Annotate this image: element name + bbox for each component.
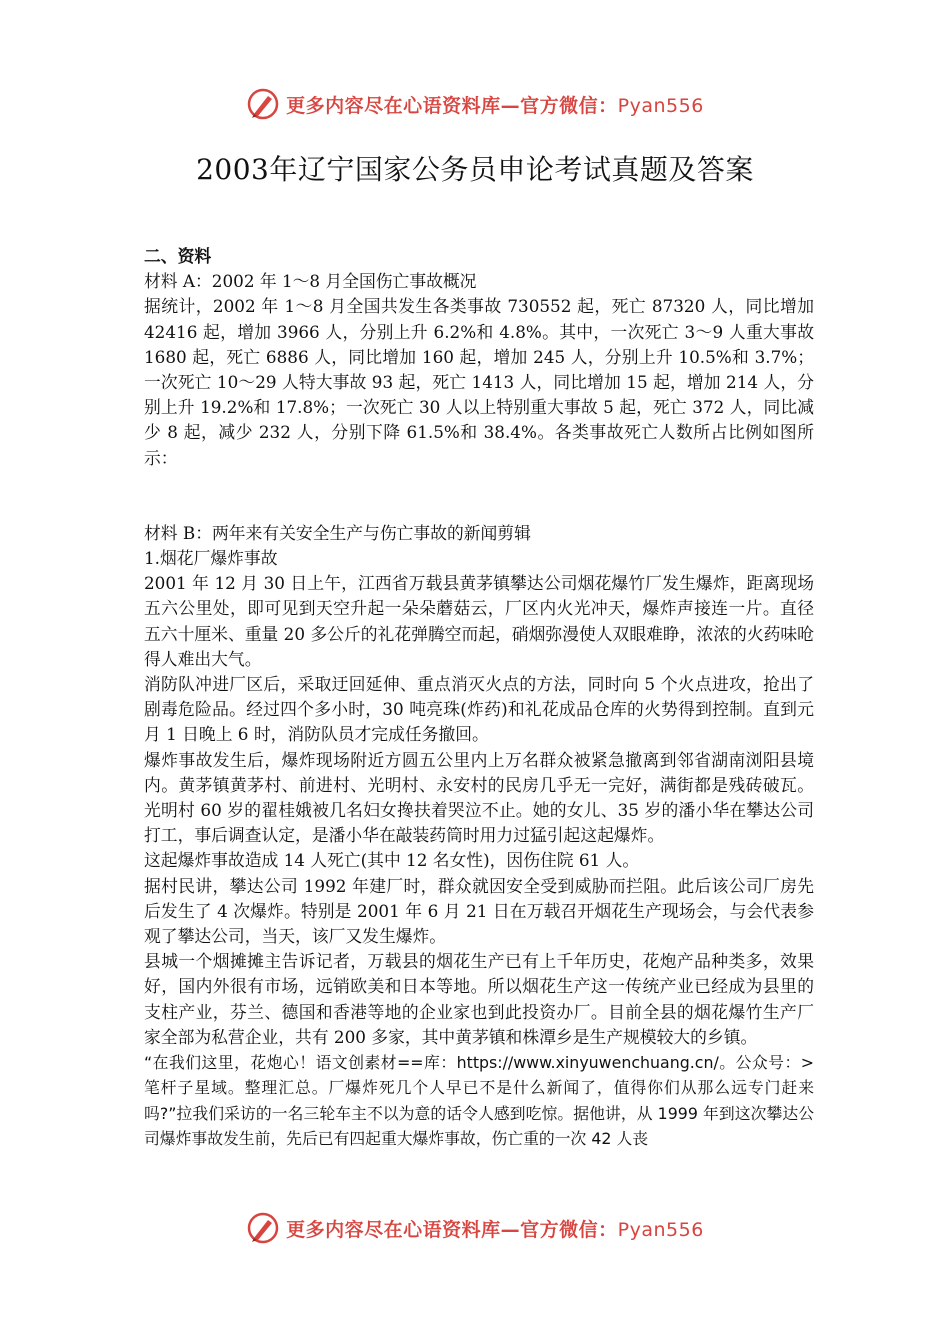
figure-placeholder — [144, 471, 814, 521]
document-body — [144, 244, 814, 1151]
paragraph: 县城一个烟摊摊主告诉记者，万载县的烟花生产已有上千年历史，花炮产品种类多，效果好，国内外很有市场，远销欧美和日本等地。所以烟花生产这一传统产业已经成为县里的支柱产业，芬兰、德国和香港等地的企业家也到此投资办厂。目前全县的烟花爆竹生产厂家全部为私营企业，共有 200 多家，其中黄茅镇和株潭乡是生产规模较大的乡镇。 — [144, 951, 814, 1047]
paragraph: 爆炸事故发生后，爆炸现场附近方圆五公里内上万名群众被紧急撤离到邻省湖南浏阳县境内。黄茅镇黄茅村、前进村、光明村、永安村的民房几乎无一完好，满街都是残砖破瓦。光明村 60 岁的翟桂娥被几名妇女搀扶着哭泣不止。她的女儿、35 岁的潘小华在攀达公司打工，事后调查认定，是潘小华在敲装药筒时用力过猛引起这起爆炸。 — [144, 749, 814, 846]
section-heading: 二、资料 — [144, 246, 212, 266]
banner-text: 更多内容尽在心语资料库—官方微信：Pyan556 — [286, 1218, 704, 1241]
header-watermark-banner — [0, 84, 950, 124]
footer-watermark-banner — [0, 1208, 950, 1248]
paragraph-last: “在我们这里，花炮心！语文创素材==库：https://www.xinyuwenchuang.cn/。公众号：>笔杆子星域。整理汇总。厂爆炸死几个人早已不是什么新闻了，值得你们从那么远专门赶来吗?”拉我们采访的一名三轮车主不以为意的话令人感到吃惊。据他讲，从 1999 年到这次攀达公司爆炸事故发生前，先后已有四起重大爆炸事故，伤亡重的一次 42 人丧 — [144, 1053, 814, 1148]
item-1-title: 1.烟花厂爆炸事故 — [144, 548, 278, 569]
material-a-title: 材料 A：2002 年 1～8 月全国伤亡事故概况 — [144, 271, 477, 292]
pen-logo-icon — [246, 1211, 280, 1245]
banner-text: 更多内容尽在心语资料库—官方微信：Pyan556 — [286, 94, 704, 117]
paragraph: 这起爆炸事故造成 14 人死亡(其中 12 名女性)，因伤住院 61 人。 — [144, 850, 640, 871]
paragraph: 消防队冲进厂区后，采取迂回延伸、重点消灭火点的方法，同时向 5 个火点进攻，抢出了剧毒危险品。经过四个多小时，30 吨亮珠(炸药)和礼花成品仓库的火势得到控制。直到元月 1 日晚上 6 时，消防队员才完成任务撤回。 — [144, 674, 814, 745]
page-title: 2003年辽宁国家公务员申论考试真题及答案 — [196, 153, 754, 186]
paragraph: 据村民讲，攀达公司 1992 年建厂时，群众就因安全受到威胁而拦阻。此后该公司厂房先后发生了 4 次爆炸。特别是 2001 年 6 月 21 日在万载召开烟花生产现场会，与会代表参观了攀达公司，当天，该厂又发生爆炸。 — [144, 875, 814, 947]
paragraph: 2001 年 12 月 30 日上午，江西省万载县黄茅镇攀达公司烟花爆竹厂发生爆炸，距离现场五六公里处，即可见到天空升起一朵朵蘑菇云，厂区内火光冲天，爆炸声接连一片。直径五六十厘米、重量 20 多公斤的礼花弹腾空而起，硝烟弥漫使人双眼难睁，浓浓的火药味呛得人难出大气。 — [144, 573, 814, 669]
pen-logo-icon — [246, 87, 280, 121]
material-b-title: 材料 B：两年来有关安全生产与伤亡事故的新闻剪辑 — [144, 522, 531, 543]
material-a-paragraph: 据统计，2002 年 1～8 月全国共发生各类事故 730552 起，死亡 87320 人，同比增加 42416 起，增加 3966 人，分别上升 6.2%和 4.8%。其中，一次死亡 3～9 人重大事故 1680 起，死亡 6886 人，同比增加 160 起，增加 245 人，分别上升 10.5%和 3.7%；一次死亡 10～29 人特大事故 93 起，死亡 1413 人，同比增加 15 起，增加 214 人，分别上升 19.2%和 17.8%；一次死亡 30 人以上特别重大事故 5 起，死亡 372 人，同比减少 8 起，减少 232 人，分别下降 61.5%和 38.4%。各类事故死亡人数所占比例如图所示： — [144, 296, 814, 468]
